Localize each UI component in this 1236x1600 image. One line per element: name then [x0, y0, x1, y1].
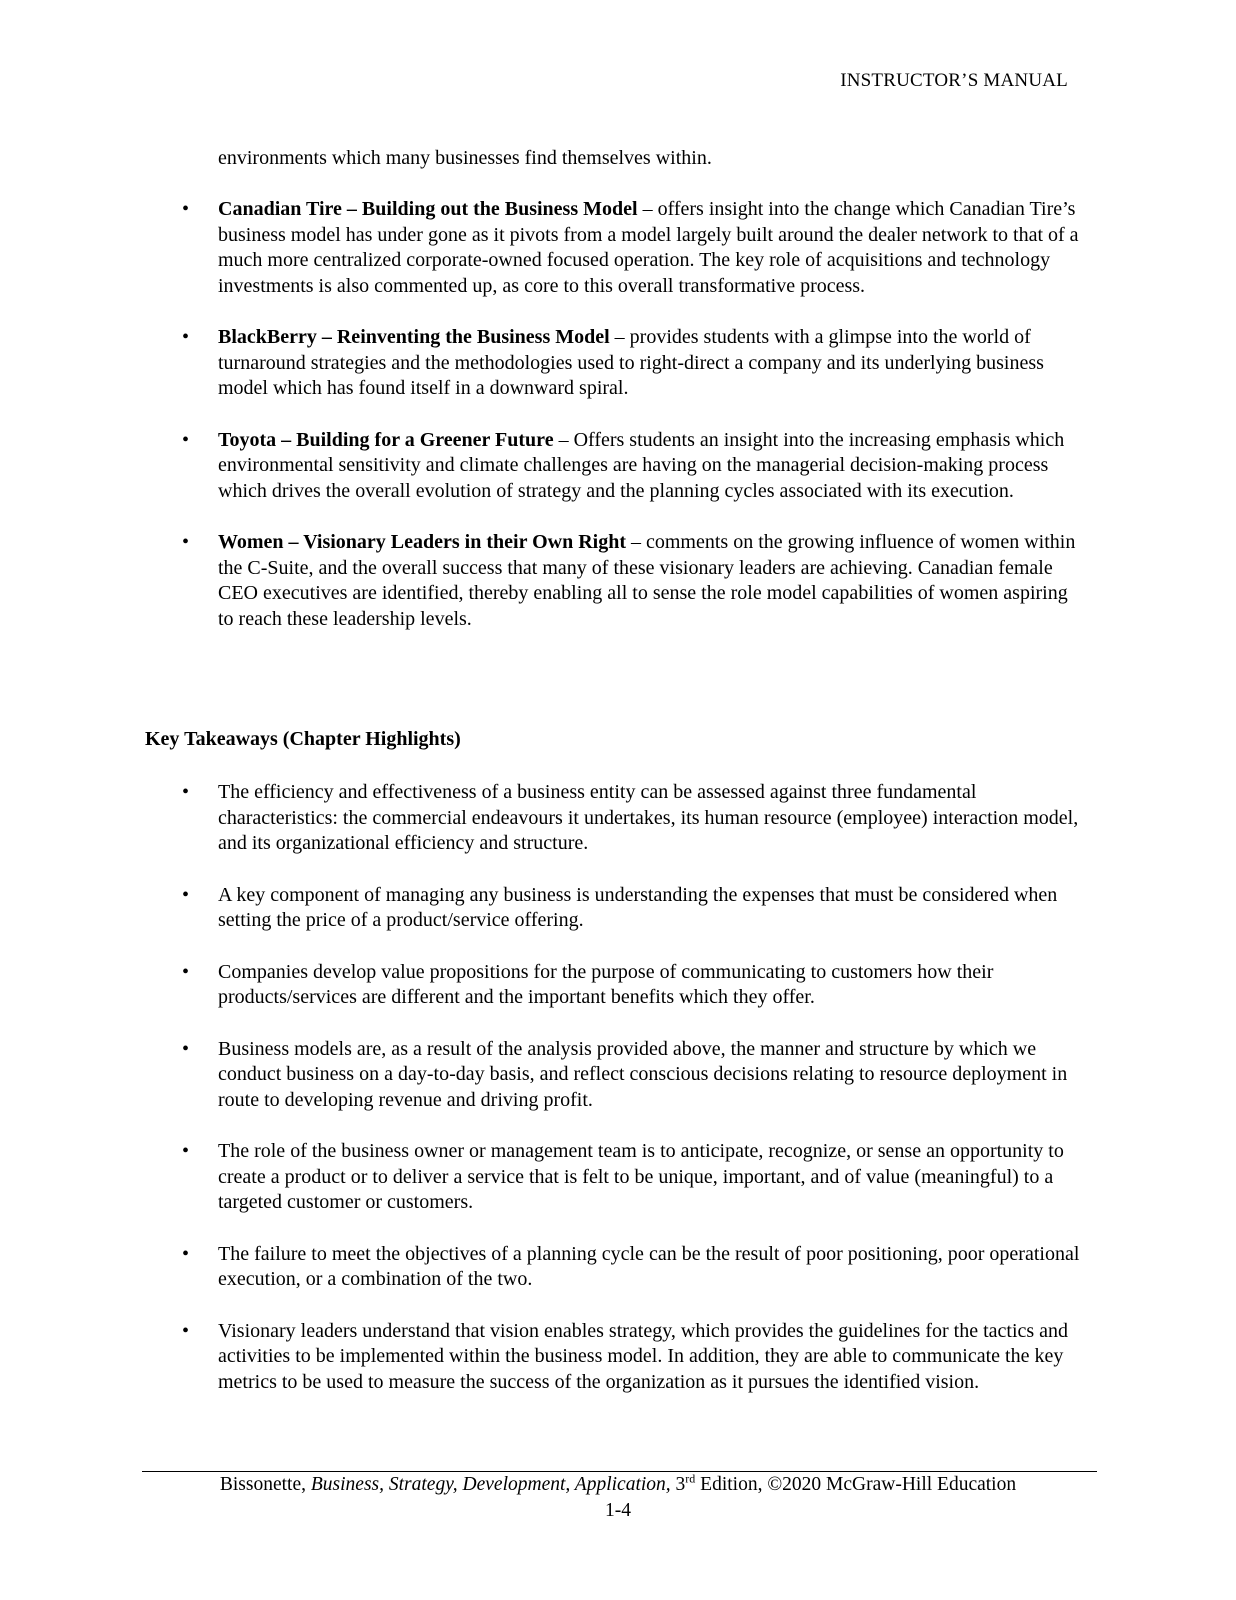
- bullet-icon: •: [182, 531, 190, 553]
- takeaway-text: Visionary leaders understand that vision enables strategy, which provides the guidelines for the tactics and activities to be implemented within the business model. In addition, they are able to communicate the key metrics to be used to measure the success of the organization as it pursues the identified vision.: [218, 1319, 1069, 1393]
- list-item: [182, 960, 1088, 1011]
- bullet-icon: •: [182, 781, 190, 803]
- section-heading: Key Takeaways (Chapter Highlights): [145, 728, 461, 750]
- list-item: [182, 1319, 1088, 1396]
- footer-author: Bissonette,: [219, 1474, 311, 1495]
- bullet-icon: •: [182, 960, 190, 983]
- takeaway-list: [182, 780, 1088, 1421]
- case-title: Toyota – Building for a Greener Future: [218, 428, 554, 451]
- list-item: [182, 780, 1088, 857]
- page-number: 1-4: [605, 1500, 631, 1521]
- bullet-icon: •: [182, 883, 190, 906]
- case-study-list: [182, 197, 1088, 658]
- takeaway-text: The role of the business owner or management team is to anticipate, recognize, or sense an opportunity to create a product or to deliver a service that is felt to be unique, important, and of value (meaningful) to a targeted customer or customers.: [218, 1140, 1064, 1213]
- takeaway-text: Business models are, as a result of the analysis provided above, the manner and structure by which we conduct business on a day-to-day basis, and reflect conscious decisions relating to resource deployment in route to developing revenue and driving profit.: [218, 1037, 1068, 1111]
- case-description: – Offers students an insight into the increasing emphasis which environmental sensitivity and climate challenges are having on the managerial decision-making process which drives the overall evolution of strategy and the planning cycles associated with its execution.: [218, 428, 1065, 502]
- case-title: BlackBerry – Reinventing the Business Model: [218, 326, 610, 348]
- case-description: – comments on the growing influence of women within the C-Suite, and the overall success that many of these visionary leaders are achieving. Canadian female CEO executives are identified, thereby enabling all to sense the role model capabilities of women aspiring to reach these leadership levels.: [218, 531, 1076, 630]
- footer-book-title: Business, Strategy, Development, Application,: [310, 1474, 671, 1495]
- footer-edition-suffix: rd: [685, 1471, 696, 1486]
- footer-edition-number: 3: [670, 1474, 686, 1495]
- footer-publisher: Edition, ©2020 McGraw-Hill Education: [695, 1474, 1017, 1495]
- list-item: [182, 428, 1088, 505]
- list-item: [182, 197, 1088, 299]
- bullet-icon: •: [182, 1140, 190, 1162]
- case-title: Women – Visionary Leaders in their Own Right: [218, 531, 626, 553]
- bullet-icon: •: [182, 1242, 190, 1265]
- bullet-icon: •: [182, 326, 190, 348]
- list-item: [182, 1139, 1088, 1216]
- takeaway-text: The efficiency and effectiveness of a business entity can be assessed against three fundamental characteristics: the commercial endeavours it undertakes, its human resource (employee) interaction model, and its organizational efficiency and structure.: [218, 781, 1079, 854]
- footer-divider: [142, 1471, 1097, 1472]
- bullet-icon: •: [182, 428, 190, 451]
- takeaway-text: The failure to meet the objectives of a planning cycle can be the result of poor positioning, poor operational execution, or a combination of the two.: [218, 1242, 1080, 1290]
- list-item: [182, 325, 1088, 402]
- list-item: [182, 883, 1088, 934]
- takeaway-text: Companies develop value propositions for the purpose of communicating to customers how their products/services are different and the important benefits which they offer.: [218, 960, 994, 1008]
- list-item: [182, 1037, 1088, 1114]
- list-item: [182, 530, 1088, 632]
- bullet-icon: •: [182, 198, 190, 220]
- footer-citation: [0, 1471, 1236, 1496]
- list-item: [182, 1242, 1088, 1293]
- running-header: INSTRUCTOR’S MANUAL: [840, 70, 1068, 91]
- takeaway-text: A key component of managing any business is understanding the expenses that must be considered when setting the price of a product/service offering.: [218, 883, 1058, 931]
- bullet-icon: •: [182, 1037, 190, 1060]
- bullet-icon: •: [182, 1319, 190, 1342]
- case-title: Canadian Tire – Building out the Business Model: [218, 198, 638, 220]
- case-description: – provides students with a glimpse into the world of turnaround strategies and the methodologies used to right-direct a company and its underlying business model which has found itself in a downward spiral.: [218, 326, 1044, 399]
- case-description: – offers insight into the change which Canadian Tire’s business model has under gone as it pivots from a model largely built around the dealer network to that of a much more centralized corporate-owned focused operation. The key role of acquisitions and technology investments is also commented up, as core to this overall transformative process.: [218, 198, 1079, 297]
- continuation-paragraph: environments which many businesses find themselves within.: [218, 147, 712, 169]
